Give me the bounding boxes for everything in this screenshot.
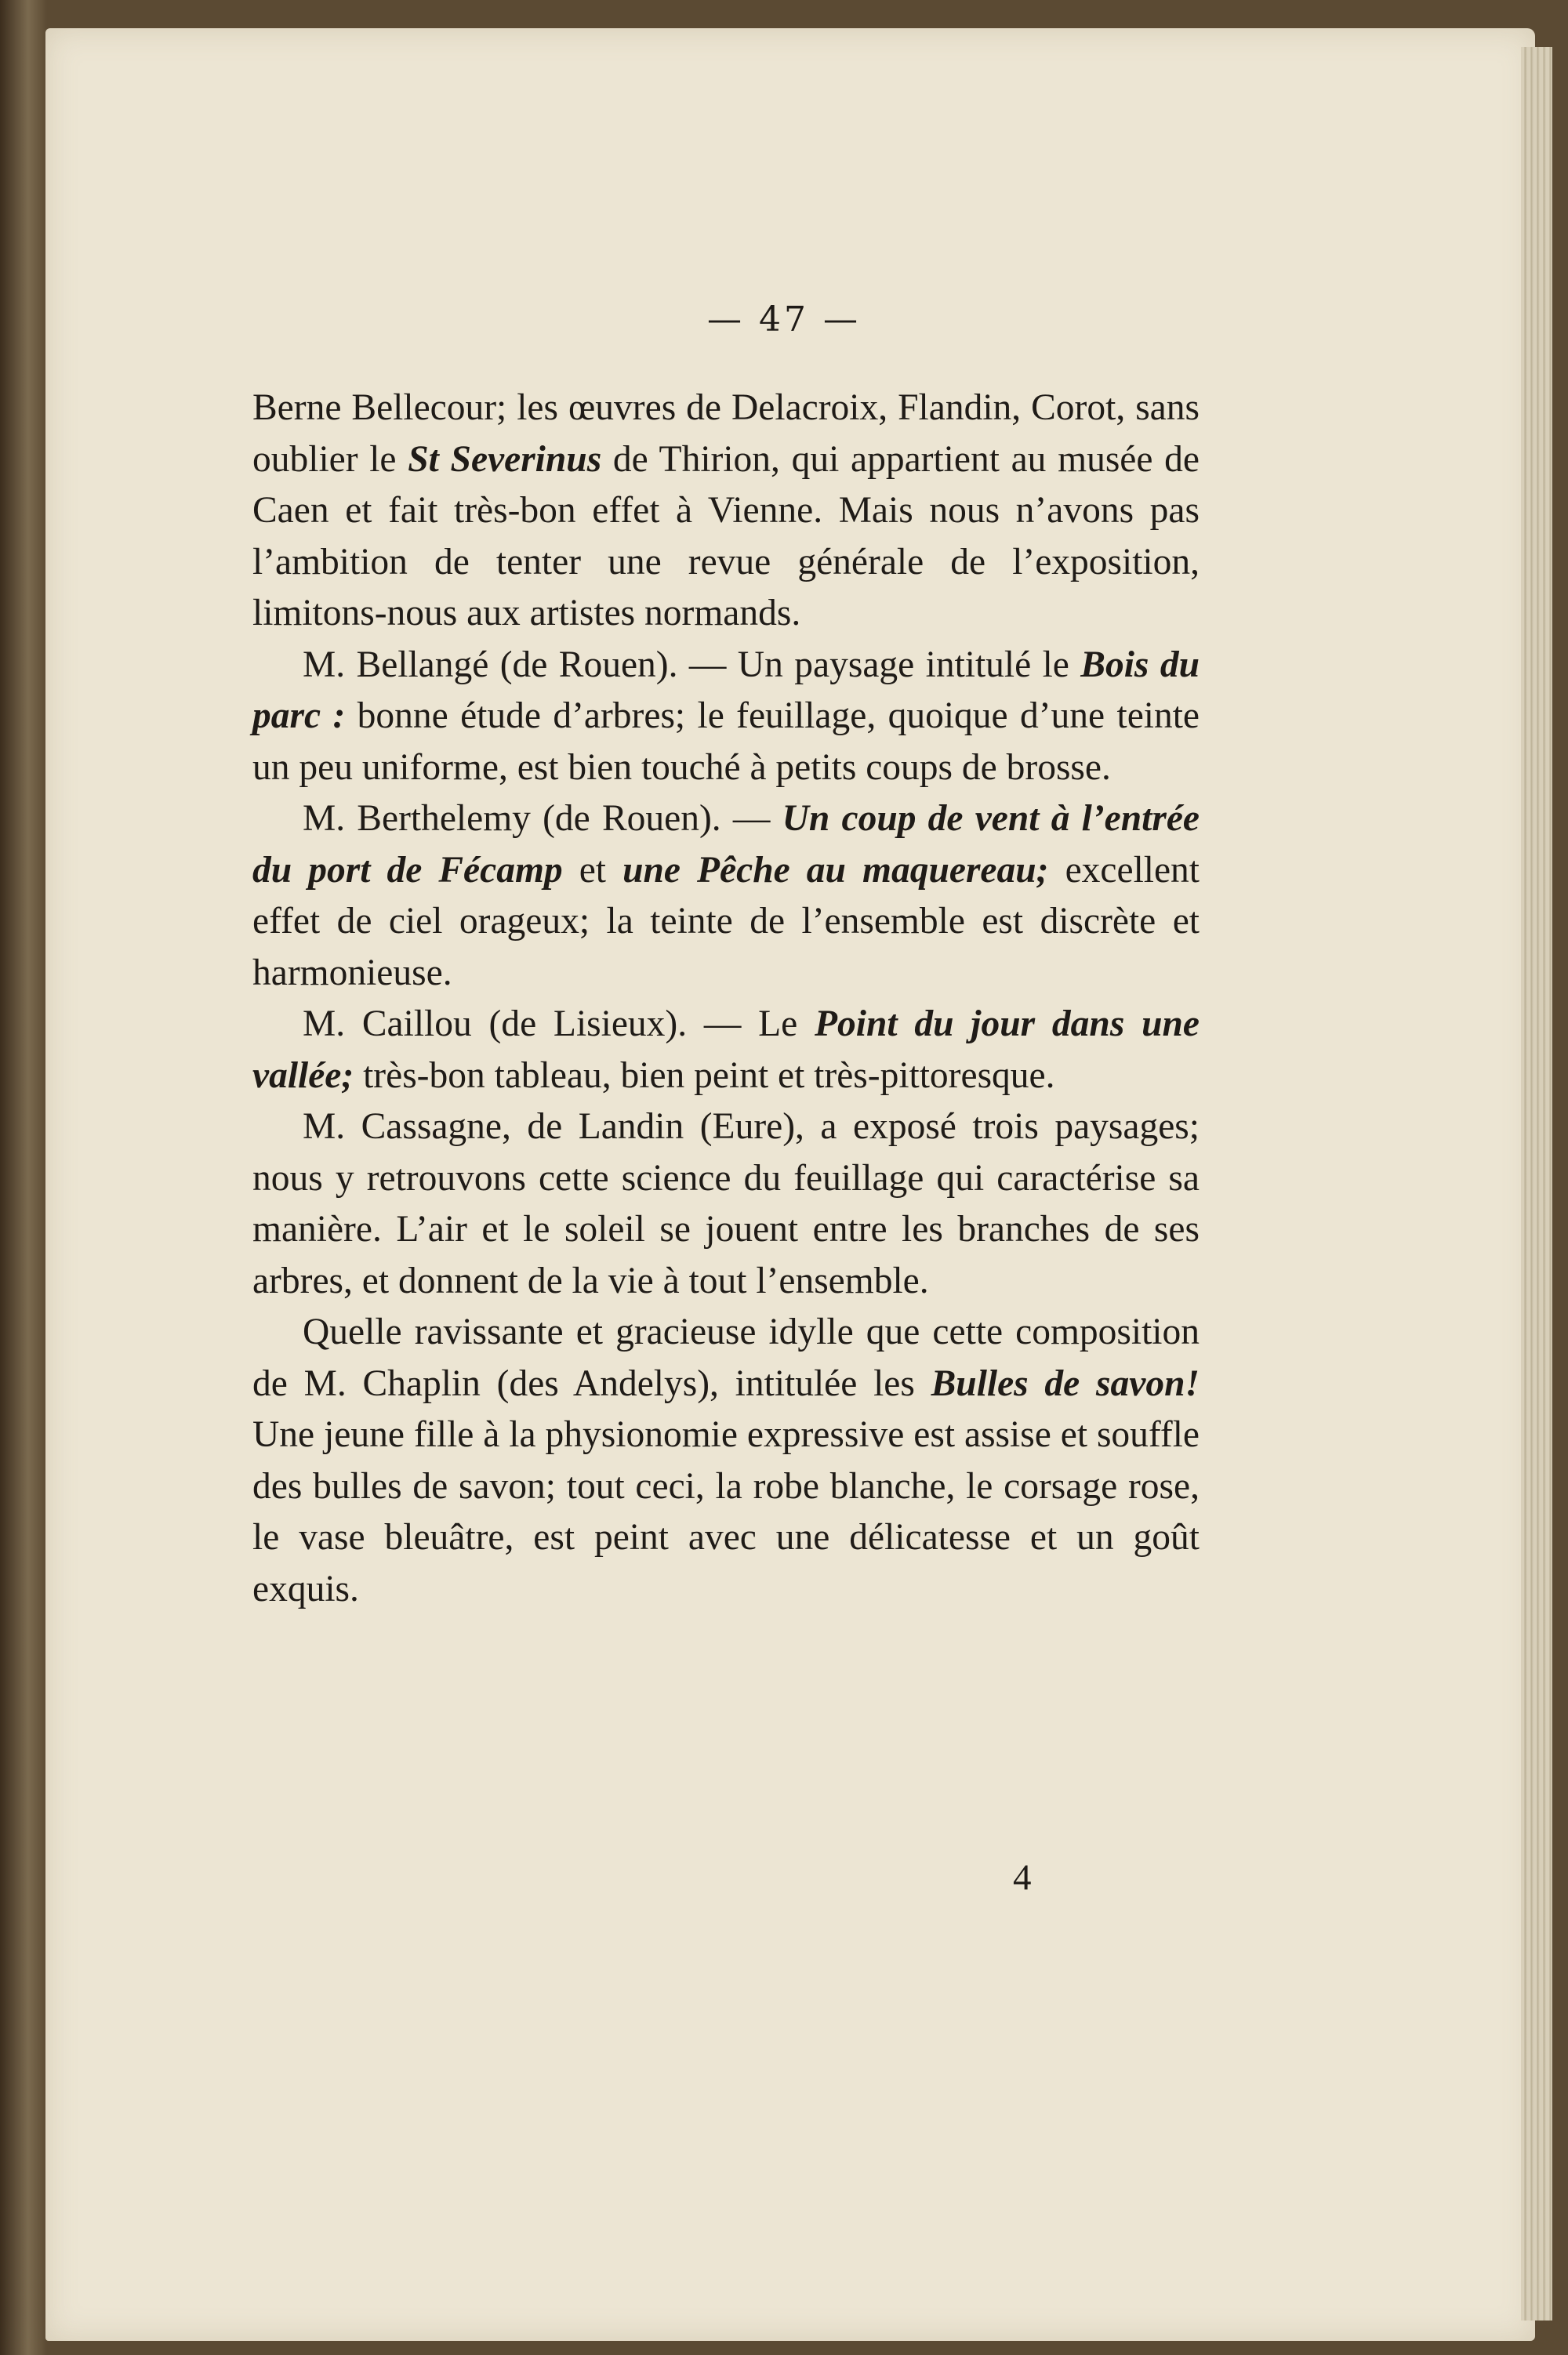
text-run: très-bon tableau, bien peint et très-pittoresque. <box>354 1054 1055 1096</box>
paragraph <box>252 999 1200 1101</box>
text-run: Quelle ravissante et gracieuse idylle que cette composition de M. Chaplin (des Andelys), intitulée les <box>252 1312 1200 1404</box>
paragraph <box>252 640 1200 794</box>
signature-mark: 4 <box>1013 1857 1032 1898</box>
text-run: M. Berthelemy (de Rouen). — <box>303 798 782 839</box>
text-run: Berne Bellecour; les œuvres de Delacroix, Flandin, Corot, sans oublier le <box>252 387 1200 480</box>
body-text <box>252 383 1200 1615</box>
paragraph <box>252 1101 1200 1307</box>
text-run: de Thirion, qui appartient au musée de Caen et fait très-bon effet à Vienne. Mais nous n’avons pas l’ambition de tenter une revue générale de l’exposition, limitons-nous aux artistes normands. <box>252 438 1200 633</box>
italic-title: une Pêche au maquereau; <box>622 849 1049 891</box>
page-number-header: — 47 — <box>707 299 861 339</box>
italic-title: Bulles de savon! <box>931 1363 1200 1404</box>
paragraph <box>252 383 1200 640</box>
text-run: M. Caillou (de Lisieux). — Le <box>303 1003 815 1044</box>
text-run: excellent effet de ciel orageux; la teinte de l’ensemble est discrète et harmonieuse. <box>252 849 1200 993</box>
binding-shadow <box>0 0 47 2355</box>
italic-title: Point du jour dans une vallée; <box>252 1003 1200 1096</box>
italic-title: Un coup de vent à l’entrée du port de Fécamp <box>252 798 1200 891</box>
text-run: M. Bellangé (de Rouen). — Un paysage intitulé le <box>303 644 1081 685</box>
text-run: Une jeune fille à la physionomie expressive est assise et souffle des bulles de savon; tout ceci, la robe blanche, le corsage rose, le vase bleuâtre, est peint avec une délicatesse et un goût exquis. <box>252 1414 1200 1609</box>
text-run: bonne étude d’arbres; le feuillage, quoique d’une teinte un peu uniforme, est bien touché à petits coups de brosse. <box>252 695 1200 788</box>
paragraph <box>252 1307 1200 1615</box>
italic-title: Bois du parc : <box>252 644 1200 736</box>
text-run: et <box>562 849 623 891</box>
text-run: M. Cassagne, de Landin (Eure), a exposé trois paysages; nous y retrouvons cette science du feuillage qui caractérise sa manière. L’air et le soleil se jouent entre les branches de ses arbres, et donnent de la vie à tout l’ensemble. <box>252 1106 1200 1301</box>
paragraph <box>252 793 1200 999</box>
italic-title: St Severinus <box>408 438 602 480</box>
page-edges <box>1521 47 1552 2321</box>
